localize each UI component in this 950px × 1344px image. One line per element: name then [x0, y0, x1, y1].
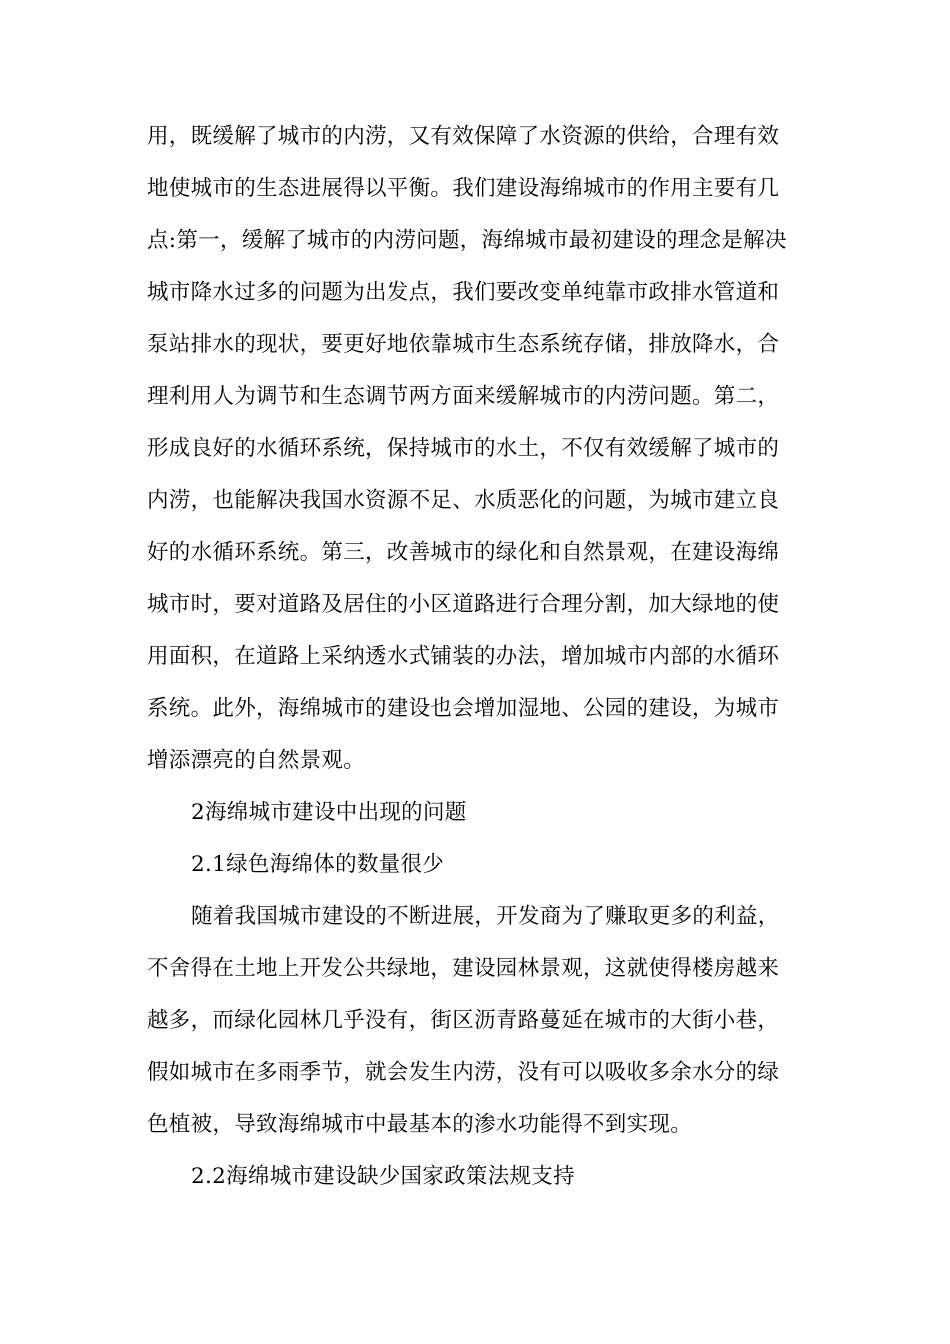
paragraph-line: 城市时，要对道路及居住的小区道路进行合理分割，加大绿地的使: [147, 592, 780, 617]
subsection-heading: 2.2海绵城市建设缺少国家政策法规支持: [191, 1164, 575, 1189]
paragraph-line: 假如城市在多雨季节，就会发生内涝，没有可以吸收多余水分的绿: [147, 1060, 780, 1085]
paragraph-line: 越多，而绿化园林几乎没有，街区沥青路蔓延在城市的大街小巷，: [147, 1008, 780, 1033]
paragraph-line: 随着我国城市建设的不断进展，开发商为了赚取更多的利益，: [191, 904, 780, 929]
paragraph-line: 城市降水过多的问题为出发点，我们要改变单纯靠市政排水管道和: [147, 280, 780, 305]
paragraph-line: 用，既缓解了城市的内涝，又有效保障了水资源的供给，合理有效: [147, 124, 780, 149]
paragraph-line: 点:第一，缓解了城市的内涝问题，海绵城市最初建设的理念是解决: [147, 228, 787, 253]
paragraph-line: 好的水循环系统。第三，改善城市的绿化和自然景观，在建设海绵: [147, 540, 780, 565]
paragraph-line: 泵站排水的现状，要更好地依靠城市生态系统存储，排放降水，合: [147, 332, 780, 357]
subsection-heading: 2.1绿色海绵体的数量很少: [191, 852, 445, 877]
paragraph-line: 色植被，导致海绵城市中最基本的渗水功能得不到实现。: [147, 1112, 693, 1137]
paragraph-line: 理利用人为调节和生态调节两方面来缓解城市的内涝问题。第二，: [147, 384, 780, 409]
paragraph-line: 形成良好的水循环系统，保持城市的水土，不仅有效缓解了城市的: [147, 436, 780, 461]
paragraph-line: 不舍得在土地上开发公共绿地，建设园林景观，这就使得楼房越来: [147, 956, 780, 981]
paragraph-line: 系统。此外，海绵城市的建设也会增加湿地、公园的建设，为城市: [147, 696, 780, 721]
paragraph-line: 增添漂亮的自然景观。: [147, 748, 366, 773]
paragraph-line: 地使城市的生态进展得以平衡。我们建设海绵城市的作用主要有几: [147, 176, 780, 201]
section-heading: 2海绵城市建设中出现的问题: [191, 800, 467, 825]
paragraph-line: 用面积，在道路上采纳透水式铺装的办法，增加城市内部的水循环: [147, 644, 780, 669]
paragraph-line: 内涝，也能解决我国水资源不足、水质恶化的问题，为城市建立良: [147, 488, 780, 513]
